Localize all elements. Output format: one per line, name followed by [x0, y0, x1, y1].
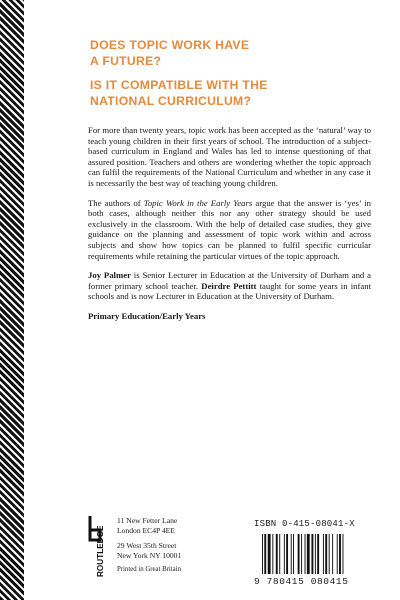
barcode-bar	[323, 534, 324, 574]
barcode-bar	[343, 534, 344, 574]
routledge-logo-text: ROUTLEDGE	[96, 525, 105, 577]
blurb-paragraph-1: For more than twenty years, topic work has been accepted as the ‘natural’ way to teach young children in their first years of school. The introduction of a subject-based curriculum in England and Wales has led to intense questioning of that assured position. Teachers and others are wondering whether the topic approach can fulfil the requirements of the National Curriculum and whether in any case it is necessarily the best way of teaching young children.	[88, 125, 371, 188]
barcode-bar	[305, 534, 306, 574]
headline-q2-line1: IS IT COMPATIBLE WITH THE	[90, 78, 268, 92]
headline-q1-line2: A FUTURE?	[90, 53, 162, 68]
barcode-bar	[337, 534, 338, 574]
barcode-bar	[315, 534, 316, 574]
isbn-barcode	[262, 534, 372, 574]
barcode-bar	[301, 534, 302, 574]
barcode-bar	[329, 534, 330, 574]
decorative-crosshatch-band	[0, 0, 24, 600]
blurb-paragraph-2: The authors of Topic Work in the Early Years argue that the answer is ‘yes’ in both cases, although neither this nor any other strategy should be used exclusively in the classroom. With the help of detailed case studies, they give guidance on the planning and assessment of topic work within and across subjects and show how topics can be planned to fulfil specific curricular requirements while retaining the particular virtues of the topic approach.	[88, 197, 371, 261]
address-us-line1: 29 West 35th Street	[117, 541, 177, 550]
headline-q2-line2: NATIONAL CURRICULUM?	[90, 93, 252, 108]
barcode-bar	[268, 534, 271, 574]
barcode-bar	[284, 534, 285, 574]
author2-name: Deirdre Pettitt	[201, 280, 257, 291]
isbn-label: ISBN 0-415-08041-X	[254, 519, 355, 529]
book-title: Topic Work in the Early Years	[143, 197, 253, 208]
barcode-bar	[325, 534, 327, 574]
printed-in: Printed in Great Britain	[117, 566, 181, 573]
category-label: Primary Education/Early Years	[88, 310, 206, 321]
barcode-bar	[311, 534, 313, 574]
barcode-bar	[279, 534, 280, 574]
barcode-number: 9 780415 080415	[254, 576, 349, 587]
barcode-bar	[307, 534, 310, 574]
barcode-bar	[298, 534, 300, 574]
address-uk-line2: London EC4P 4EE	[117, 525, 175, 535]
publisher-address	[117, 516, 227, 575]
barcode-bar	[291, 534, 292, 574]
cover-headline	[90, 38, 350, 109]
barcode-bar	[264, 534, 266, 574]
address-uk-line1: 11 New Fetter Lane	[117, 516, 178, 525]
address-us-line2: New York NY 10001	[117, 550, 182, 560]
barcode-bar	[332, 534, 333, 574]
routledge-logo	[88, 514, 108, 578]
author1-name: Joy Palmer	[88, 270, 131, 281]
blurb-body	[88, 125, 371, 331]
barcode-bar	[272, 534, 273, 574]
barcode-bar	[262, 534, 263, 574]
barcode-bar	[317, 534, 319, 574]
barcode-bar	[339, 534, 341, 574]
barcode-bar	[276, 534, 278, 574]
headline-q1-line1: DOES TOPIC WORK HAVE	[90, 38, 250, 52]
author-bio-paragraph: Joy Palmer is Senior Lecturer in Education at the University of Durham and a former primary school teacher. Deirdre Pettitt taught for some years in infant schools and is now Lecturer in Education at the University of Durham.	[88, 270, 371, 302]
barcode-bar	[293, 534, 294, 574]
barcode-bar	[286, 534, 288, 574]
